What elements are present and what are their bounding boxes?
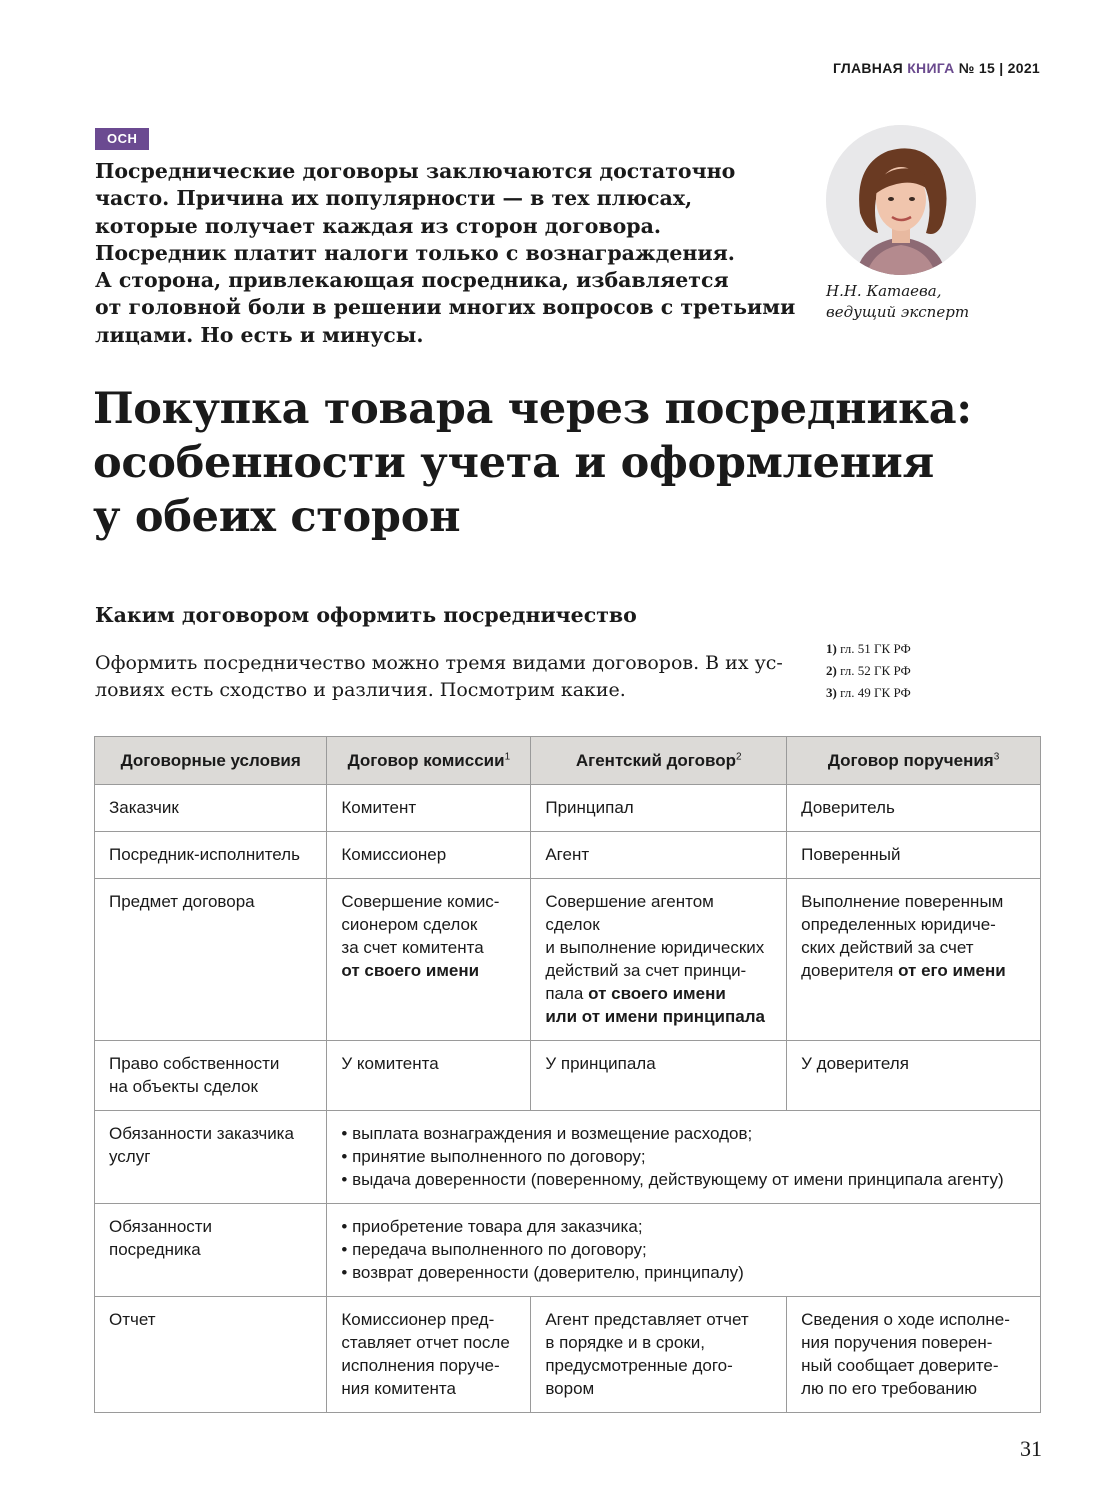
footnote-ref: 2 — [736, 751, 742, 763]
lead-line: от головной боли в решении многих вопросов с третьими — [95, 295, 796, 320]
section-heading: Каким договором оформить посредничество — [95, 603, 637, 627]
header-conditions — [95, 737, 327, 785]
footnote-number: 2) — [826, 663, 837, 678]
lead-line: которые получает каждая из сторон договора. — [95, 213, 662, 238]
title-line: особенности учета и оформления — [93, 438, 934, 488]
cell-agency: Агент — [531, 832, 787, 879]
cell-commission — [327, 879, 531, 1041]
lead-line: лицами. Но есть и минусы. — [95, 322, 424, 347]
table-row — [95, 1111, 1041, 1204]
cell-commission: Комиссионер пред- ставляет отчет после исполнения поруче- ния комитента — [327, 1297, 531, 1413]
list-item: • приобретение товара для заказчика; — [341, 1215, 1026, 1238]
magazine-name-accent: КНИГА — [907, 60, 955, 76]
header-commission — [327, 737, 531, 785]
cell-mandate: Поверенный — [787, 832, 1041, 879]
footnote-text: гл. 52 ГК РФ — [840, 663, 911, 678]
footnote-ref: 1 — [504, 751, 511, 763]
duties-list — [341, 1122, 1026, 1191]
list-item: • передача выполненного по договору; — [341, 1238, 1026, 1261]
footnote-number: 3) — [826, 685, 837, 700]
list-item: • выдача доверенности (поверенному, действующему от имени принципала агенту) — [341, 1168, 1026, 1191]
table-header-row — [95, 737, 1041, 785]
header-agency — [531, 737, 787, 785]
title-line: у обеих сторон — [93, 492, 461, 542]
header-label: Договорные условия — [120, 751, 301, 770]
intro-paragraph — [95, 650, 785, 704]
cell-mandate: У доверителя — [787, 1041, 1041, 1111]
table-row — [95, 1041, 1041, 1111]
row-label: Право собственности на объекты сделок — [95, 1041, 327, 1111]
cell-mandate — [787, 879, 1041, 1041]
author-name: Н.Н. Катаева, — [826, 282, 942, 300]
footnote — [826, 638, 911, 660]
author-role: ведущий эксперт — [826, 303, 970, 321]
lead-line: часто. Причина их популярности — в тех плюсах, — [95, 186, 693, 211]
cell-merged — [327, 1111, 1041, 1204]
list-item: • принятие выполненного по договору; — [341, 1145, 1026, 1168]
footnotes — [826, 638, 911, 704]
footnote-text: гл. 49 ГК РФ — [840, 685, 911, 700]
intro-line: Оформить посредничество можно тремя видами договоров. В их ус- — [95, 652, 783, 674]
author-caption — [826, 281, 969, 323]
cell-agency: Агент представляет отчет в порядке и в сроки, предусмотренные дого- вором — [531, 1297, 787, 1413]
row-label: Посредник-исполнитель — [95, 832, 327, 879]
row-label: Предмет договора — [95, 879, 327, 1041]
list-item: • выплата вознаграждения и возмещение расходов; — [341, 1122, 1026, 1145]
row-label: Отчет — [95, 1297, 327, 1413]
cell-agency: У принципала — [531, 1041, 787, 1111]
cell-text: Совершение комис- сионером сделок за счет комитента — [341, 892, 500, 957]
header-label: Агентский договор — [575, 751, 737, 770]
lead-line: Посреднические договоры заключаются достаточно — [95, 159, 736, 183]
contracts-comparison-table — [94, 736, 1041, 1413]
row-label: Обязанности посредника — [95, 1204, 327, 1297]
table-row — [95, 832, 1041, 879]
tax-regime-tag: ОСН — [95, 128, 149, 150]
footnote-number: 1) — [826, 641, 837, 656]
running-head — [833, 60, 1040, 76]
cell-agency — [531, 879, 787, 1041]
row-label: Обязанности заказчика услуг — [95, 1111, 327, 1204]
cell-agency: Принципал — [531, 785, 787, 832]
cell-commission: У комитента — [327, 1041, 531, 1111]
author-photo — [826, 125, 976, 275]
duties-list — [341, 1215, 1026, 1284]
lead-line: Посредник платит налоги только с вознаграждения. — [95, 240, 735, 265]
title-line: Покупка товара через посредника: — [93, 384, 972, 434]
footnote-ref: 3 — [993, 751, 1000, 763]
row-label: Заказчик — [95, 785, 327, 832]
cell-mandate: Сведения о ходе исполне- ния поручения поверен- ный сообщает доверите- лю по его требованию — [787, 1297, 1041, 1413]
cell-merged — [327, 1204, 1041, 1297]
author-portrait-icon — [826, 125, 976, 275]
table-row — [95, 1204, 1041, 1297]
page-number: 31 — [1020, 1436, 1042, 1461]
article-title — [93, 382, 972, 544]
cell-text-bold: от своего имени — [341, 961, 480, 980]
list-item: • возврат доверенности (доверителю, принципалу) — [341, 1261, 1026, 1284]
footnote — [826, 660, 911, 682]
cell-text: Выполнение поверенным определенных юридиче- ских действий за счет доверителя — [801, 892, 1004, 980]
cell-commission: Комиссионер — [327, 832, 531, 879]
magazine-name: ГЛАВНАЯ — [832, 60, 903, 76]
cell-commission: Комитент — [327, 785, 531, 832]
cell-mandate: Доверитель — [787, 785, 1041, 832]
lead-line: А сторона, привлекающая посредника, избавляется — [95, 268, 729, 293]
table-row — [95, 1297, 1041, 1413]
intro-line: ловиях есть сходство и различия. Посмотрим какие. — [95, 679, 626, 701]
cell-text-bold: от своего имени или от имени принципала — [545, 984, 765, 1026]
header-label: Договор комиссии — [347, 751, 505, 770]
lead-paragraph — [95, 158, 795, 349]
header-label: Договор поручения — [827, 751, 994, 770]
cell-text: Совершение агентом сделок и выполнение юридических действий за счет принци- пала — [545, 892, 765, 1003]
footnote-text: гл. 51 ГК РФ — [840, 641, 911, 656]
footnote — [826, 682, 911, 704]
header-mandate — [787, 737, 1041, 785]
table-row — [95, 879, 1041, 1041]
table-row — [95, 785, 1041, 832]
cell-text-bold: от его имени — [898, 961, 1006, 980]
issue-number: № 15 | 2021 — [958, 60, 1040, 76]
